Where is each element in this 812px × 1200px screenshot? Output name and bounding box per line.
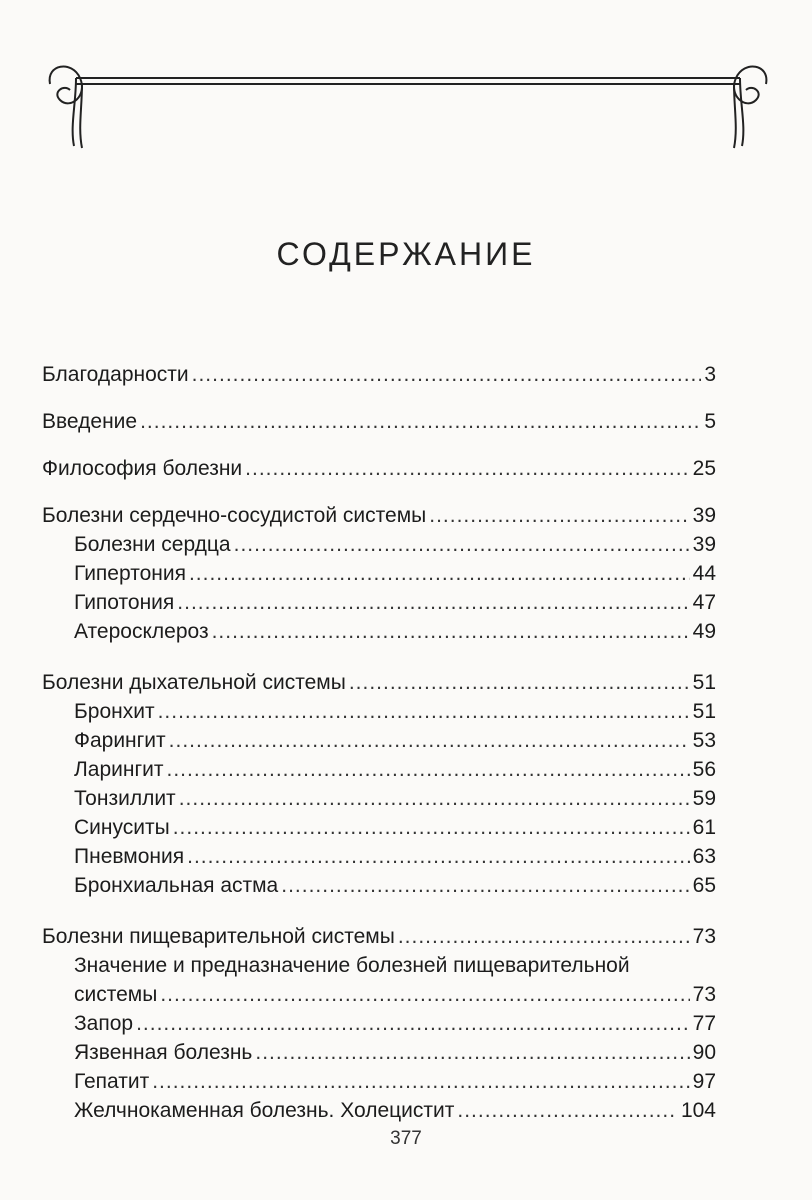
toc-subentry[interactable] [42,1067,716,1096]
toc-label: Болезни сердечно-сосудистой системы [42,504,427,527]
toc-label: Гипертония [74,562,186,585]
toc-label: Болезни сердца [74,533,231,556]
leader-dots [457,1096,678,1125]
leader-dots [179,784,690,813]
toc-label: системы [74,983,158,1006]
toc-subentry[interactable] [42,617,716,646]
leader-dots [160,980,689,1009]
toc-label: Гипотония [74,591,175,614]
toc-page: 5 [704,410,716,433]
toc-label: Благодарности [42,363,189,386]
toc-entry-filosofia[interactable] [42,454,716,483]
leader-dots [158,697,690,726]
toc-subentry[interactable] [42,813,716,842]
toc-entry-blagodarnosti[interactable] [42,360,716,389]
toc-label: Синуситы [74,816,170,839]
toc-entry-vvedenie[interactable] [42,407,716,436]
toc-label: Запор [74,1012,134,1035]
toc-page: 49 [692,620,716,643]
leader-dots [255,1038,689,1067]
leader-dots [349,668,690,697]
leader-dots [192,360,702,389]
toc-subentry[interactable] [42,1009,716,1038]
leader-dots [429,501,689,530]
toc-page: 47 [692,591,716,614]
toc-label: Бронхит [74,700,155,723]
header-ornament [36,44,780,154]
toc-subentry-wrapped-line[interactable]: Значение и предназначение болезней пищеварительной [74,954,630,977]
toc-label: Болезни пищеварительной системы [42,925,395,948]
toc-label: Желчнокаменная болезнь. Холецистит [74,1099,455,1122]
leader-dots [245,454,689,483]
toc-label: Пневмония [74,845,185,868]
toc-subentry[interactable] [42,697,716,726]
toc-label: Болезни дыхательной системы [42,671,346,694]
toc-page: 65 [692,874,716,897]
leader-dots [152,1067,689,1096]
toc-label: Введение [42,410,138,433]
toc-label: Атеросклероз [74,620,209,643]
toc-subentry[interactable] [42,755,716,784]
toc-page: 39 [692,504,716,527]
toc-page: 39 [692,533,716,556]
toc-subentry[interactable] [42,980,716,1009]
toc-page: 73 [692,983,716,1006]
toc-subentry[interactable] [42,1038,716,1067]
leader-dots [136,1009,690,1038]
toc-subentry[interactable] [42,559,716,588]
toc-page: 77 [692,1012,716,1035]
toc-page: 63 [692,845,716,868]
toc-subentry[interactable] [42,784,716,813]
toc-label: Гепатит [74,1070,150,1093]
toc-subentry[interactable] [42,842,716,871]
leader-dots [166,755,689,784]
toc-label: Философия болезни [42,457,243,480]
leader-dots [281,871,689,900]
toc-page: 104 [680,1099,716,1122]
leader-dots [212,617,690,646]
toc-page: 51 [692,671,716,694]
leader-dots [187,842,690,871]
toc-subentry[interactable] [42,530,716,559]
leader-dots [177,588,689,617]
toc-page: 44 [692,562,716,585]
toc-subentry[interactable] [42,588,716,617]
leader-dots [234,530,690,559]
toc-label: Бронхиальная астма [74,874,279,897]
toc-page: 61 [692,816,716,839]
toc-label: Ларингит [74,758,164,781]
toc-page: 97 [692,1070,716,1093]
toc-entry-pisch-section[interactable] [42,922,716,951]
leader-dots [189,559,690,588]
leader-dots [169,726,690,755]
toc-entry-dyhat-section[interactable] [42,668,716,697]
leader-dots [140,407,701,436]
toc-page: 90 [692,1041,716,1064]
leader-dots [398,922,690,951]
toc-page: 73 [692,925,716,948]
toc-page: 51 [692,700,716,723]
toc-label: Фарингит [74,729,166,752]
toc-subentry[interactable] [42,726,716,755]
toc-label: Тонзиллит [74,787,176,810]
toc-page: 53 [692,729,716,752]
leader-dots [173,813,690,842]
toc-label: Язвенная болезнь [74,1041,253,1064]
page-number: 377 [390,1128,422,1149]
toc-subentry[interactable] [42,871,716,900]
toc-entry-serdce-section[interactable] [42,501,716,530]
toc-subentry[interactable] [42,1096,716,1125]
toc-page: 59 [692,787,716,810]
toc-page: 3 [704,363,716,386]
table-of-contents [42,360,716,1125]
page-title: СОДЕРЖАНИЕ [276,236,536,272]
toc-page: 56 [692,758,716,781]
toc-page: 25 [692,457,716,480]
